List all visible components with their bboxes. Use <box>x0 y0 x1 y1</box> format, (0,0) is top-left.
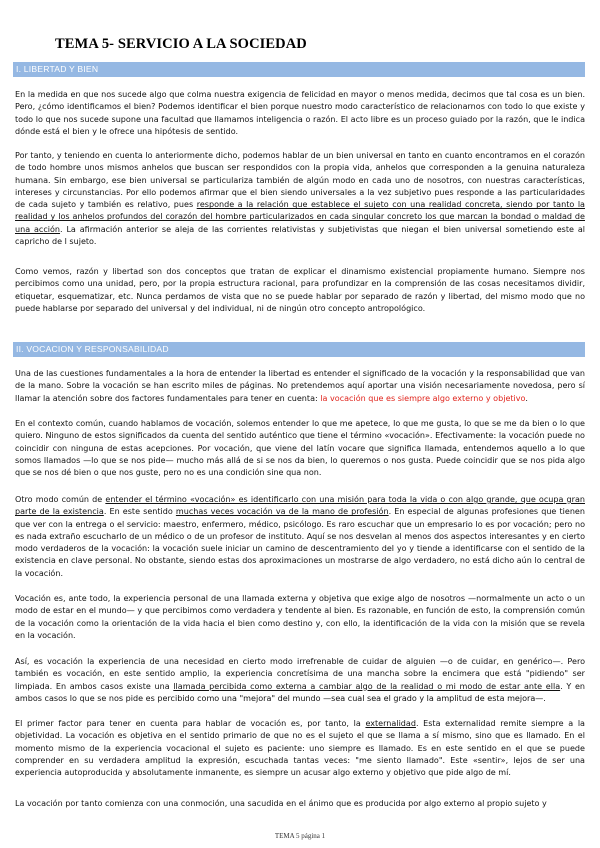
section-heading-bar <box>13 342 585 357</box>
paragraph-text: . Esta externalidad remite siempre a la objetividad. La vocación es objetiva en el sentido primario de que no es el sujeto el que se llama a sí mismo, sino que es llamado. En el momento mismo de la experiencia vocacional el sujeto es paciente: uno siempre es llamado. Es en este sentido en el que se puede comprender en su verdadera amplitud la expresión, escuchada tantas veces: "me siento llamado". Este «sentir», lejos de ser una experiencia autoproducida y absolutamente inmanente, es siempre un acusar algo externo y objetivo que pide algo de mí. <box>15 719 585 778</box>
paragraph <box>15 718 585 779</box>
paragraph-text: . En especial de algunas profesiones que tienen que ver con la entrega o el servicio: maestro, enfermero, médico, psicólogo. Es raro escuchar que un empresario lo es por vocación; pero no es nada extraño escucharlo de un médico o de un profesor de instituto. Aquí se nos desvelan al menos dos aspectos interesantes y en cierto modo verdaderos de la vocación: la vocación suele iniciar un camino de descentramiento del yo y tiende a identificarse con el sentido de la existencia en clave personal. No obstante, siendo estas dos aproximaciones un mostrarse de algo verdadero, no está dicho aún lo central de la vocación. <box>15 507 585 578</box>
section-heading: II. VOCACION Y RESPONSABILIDAD <box>16 343 169 354</box>
underlined-text: entender el término «vocación» es identificarlo con una misión para toda la vida o con algo grande, que ocupa gran parte de la existencia <box>15 495 585 517</box>
underlined-text: llamada percibida como externa a cambiar algo de la realidad o mi modo de estar ante ella <box>173 681 561 691</box>
paragraph-text: . <box>525 393 528 403</box>
paragraph: En el contexto común, cuando hablamos de vocación, solemos entender lo que me apetece, lo que me gusta, lo que se me da bien o lo que quiero. Ninguno de estos significados da cuenta del sentido auténtico que tiene el término «vocación». Efectivamente: la vocación puede no coincidir con ninguna de estas acepciones. Por vocación, que viene del latín vocare que significa llamada, entendemos aquello a lo que somos llamados —lo que se nos pide— mucho más allá de si se nos da bien, lo queremos o nos gusta. Puede coincidir que se nos pida algo que se nos dé bien o que nos guste, pero no es una condición sine qua non. <box>15 419 585 478</box>
underlined-text: responde a la relación que establece el sujeto con una realidad concreta, siendo por tanto la realidad y los anhelos profundos del corazón del hombre particularizados en cada singular concreto los que marcan la bondad o maldad de una acción <box>15 200 585 234</box>
paragraph <box>15 368 585 405</box>
page-footer: TEMA 5 página 1 <box>274 832 326 840</box>
paragraph: Vocación es, ante todo, la experiencia personal de una llamada externa y objetiva que exige algo de nosotros —normalmente un acto o un modo de estar en el mundo— y que percibimos como verdadera y tendente al bien. Es razonable, en función de esto, la comprensión común de la vocación como la orientación de la vida hacia el bien como destino y, con ello, la identificación de la vida con la misión que se revela en la vocación. <box>15 594 585 640</box>
paragraph <box>15 656 585 705</box>
paragraph-text: Otro modo común de <box>15 495 106 504</box>
paragraph-text: El primer factor para tener en cuenta para hablar de vocación es, por tanto, la <box>15 719 366 728</box>
paragraph-text: . En este sentido <box>103 507 176 517</box>
underlined-text: externalidad <box>365 719 416 728</box>
paragraph-text: Una de las cuestiones fundamentales a la hora de entender la libertad es entender el significado de la vocación y la responsabilidad que van de la mano. Sobre la vocación se han escrito miles de páginas. No pretendemos aquí aportar una visión necesariamente novedosa, pero sí llamar la atención sobre dos factores fundamentales para tener en cuenta: <box>15 369 585 403</box>
paragraph <box>15 494 585 580</box>
underlined-text: muchas veces vocación va de la mano de profesión <box>175 507 389 517</box>
highlighted-text: la vocación que es siempre algo externo y objetivo <box>320 393 526 403</box>
paragraph-text: . Y en ambos casos lo que se nos pide es percibido como una "mejora" del mundo —sea cual sea el grado y la amplitud de esta mejora—. <box>15 681 585 703</box>
document-title: TEMA 5- SERVICIO A LA SOCIEDAD <box>55 36 307 52</box>
section-heading-bar <box>13 62 585 77</box>
paragraph-text: Así, es vocación la experiencia de una necesidad en cierto modo irrefrenable de cuidar de alguien —o de cuidar, en genérico—. Pero también es vocación, en este sentido amplio, la experiencia concretísima de una mancha sobre la encimera que está "pidiendo" ser limpiada. En ambos casos existe una <box>15 657 585 691</box>
paragraph: En la medida en que nos sucede algo que colma nuestra exigencia de felicidad en mayor o menos medida, decimos que tal cosa es un bien. Pero, ¿cómo identificamos el bien? Podemos identificar el bien porque nuestro modo característico de relacionarnos con todo lo que existe y todo lo que nos sucede supone una facultad que llamamos inteligencia o razón. El acto libre es un proceso guiado por la razón, que le indica dónde está el bien y le ofrece una hipótesis de sentido. <box>15 90 585 136</box>
paragraph-text: Por tanto, y teniendo en cuenta lo anteriormente dicho, podemos hablar de un bien universal en tanto en cuanto encontramos en el corazón de todo hombre unos mismos anhelos que buscan ser respondidos con la propia vida, anhelos que corresponden a la genuina naturaleza humana. Sin embargo, ese bien universal se particulariza también de algún modo en cada uno de nosotros, con nuestras características, intereses y circunstancias. Por ello podemos afirmar que el bien siendo universales a la vez subjetivo pues responde a las particularidades de cada sujeto y también es relativo, pues <box>15 151 585 210</box>
paragraph: Como vemos, razón y libertad son dos conceptos que tratan de explicar el dinamismo existencial propiamente humano. Siempre nos percibimos como una unidad, pero, por la propia estructura racional, para profundizar en la comprensión de las cosas necesitamos dividir, etiquetar, esquematizar, etc. Nunca perdamos de vista que no se puede hablar por separado de razón y libertad, del mismo modo que no puede hablarse por separado del universal y del individual, ni de ningún otro concepto antropológico. <box>15 267 585 313</box>
section-heading: I. LIBERTAD Y BIEN <box>16 63 99 74</box>
paragraph-text: . La afirmación anterior se aleja de las corrientes relativistas y subjetivistas que niegan el bien universal sometiendo este al capricho de l sujeto. <box>15 224 585 247</box>
paragraph: La vocación por tanto comienza con una conmoción, una sacudida en el ánimo que es producida por algo externo al propio sujeto y <box>15 799 547 808</box>
paragraph <box>15 150 585 248</box>
